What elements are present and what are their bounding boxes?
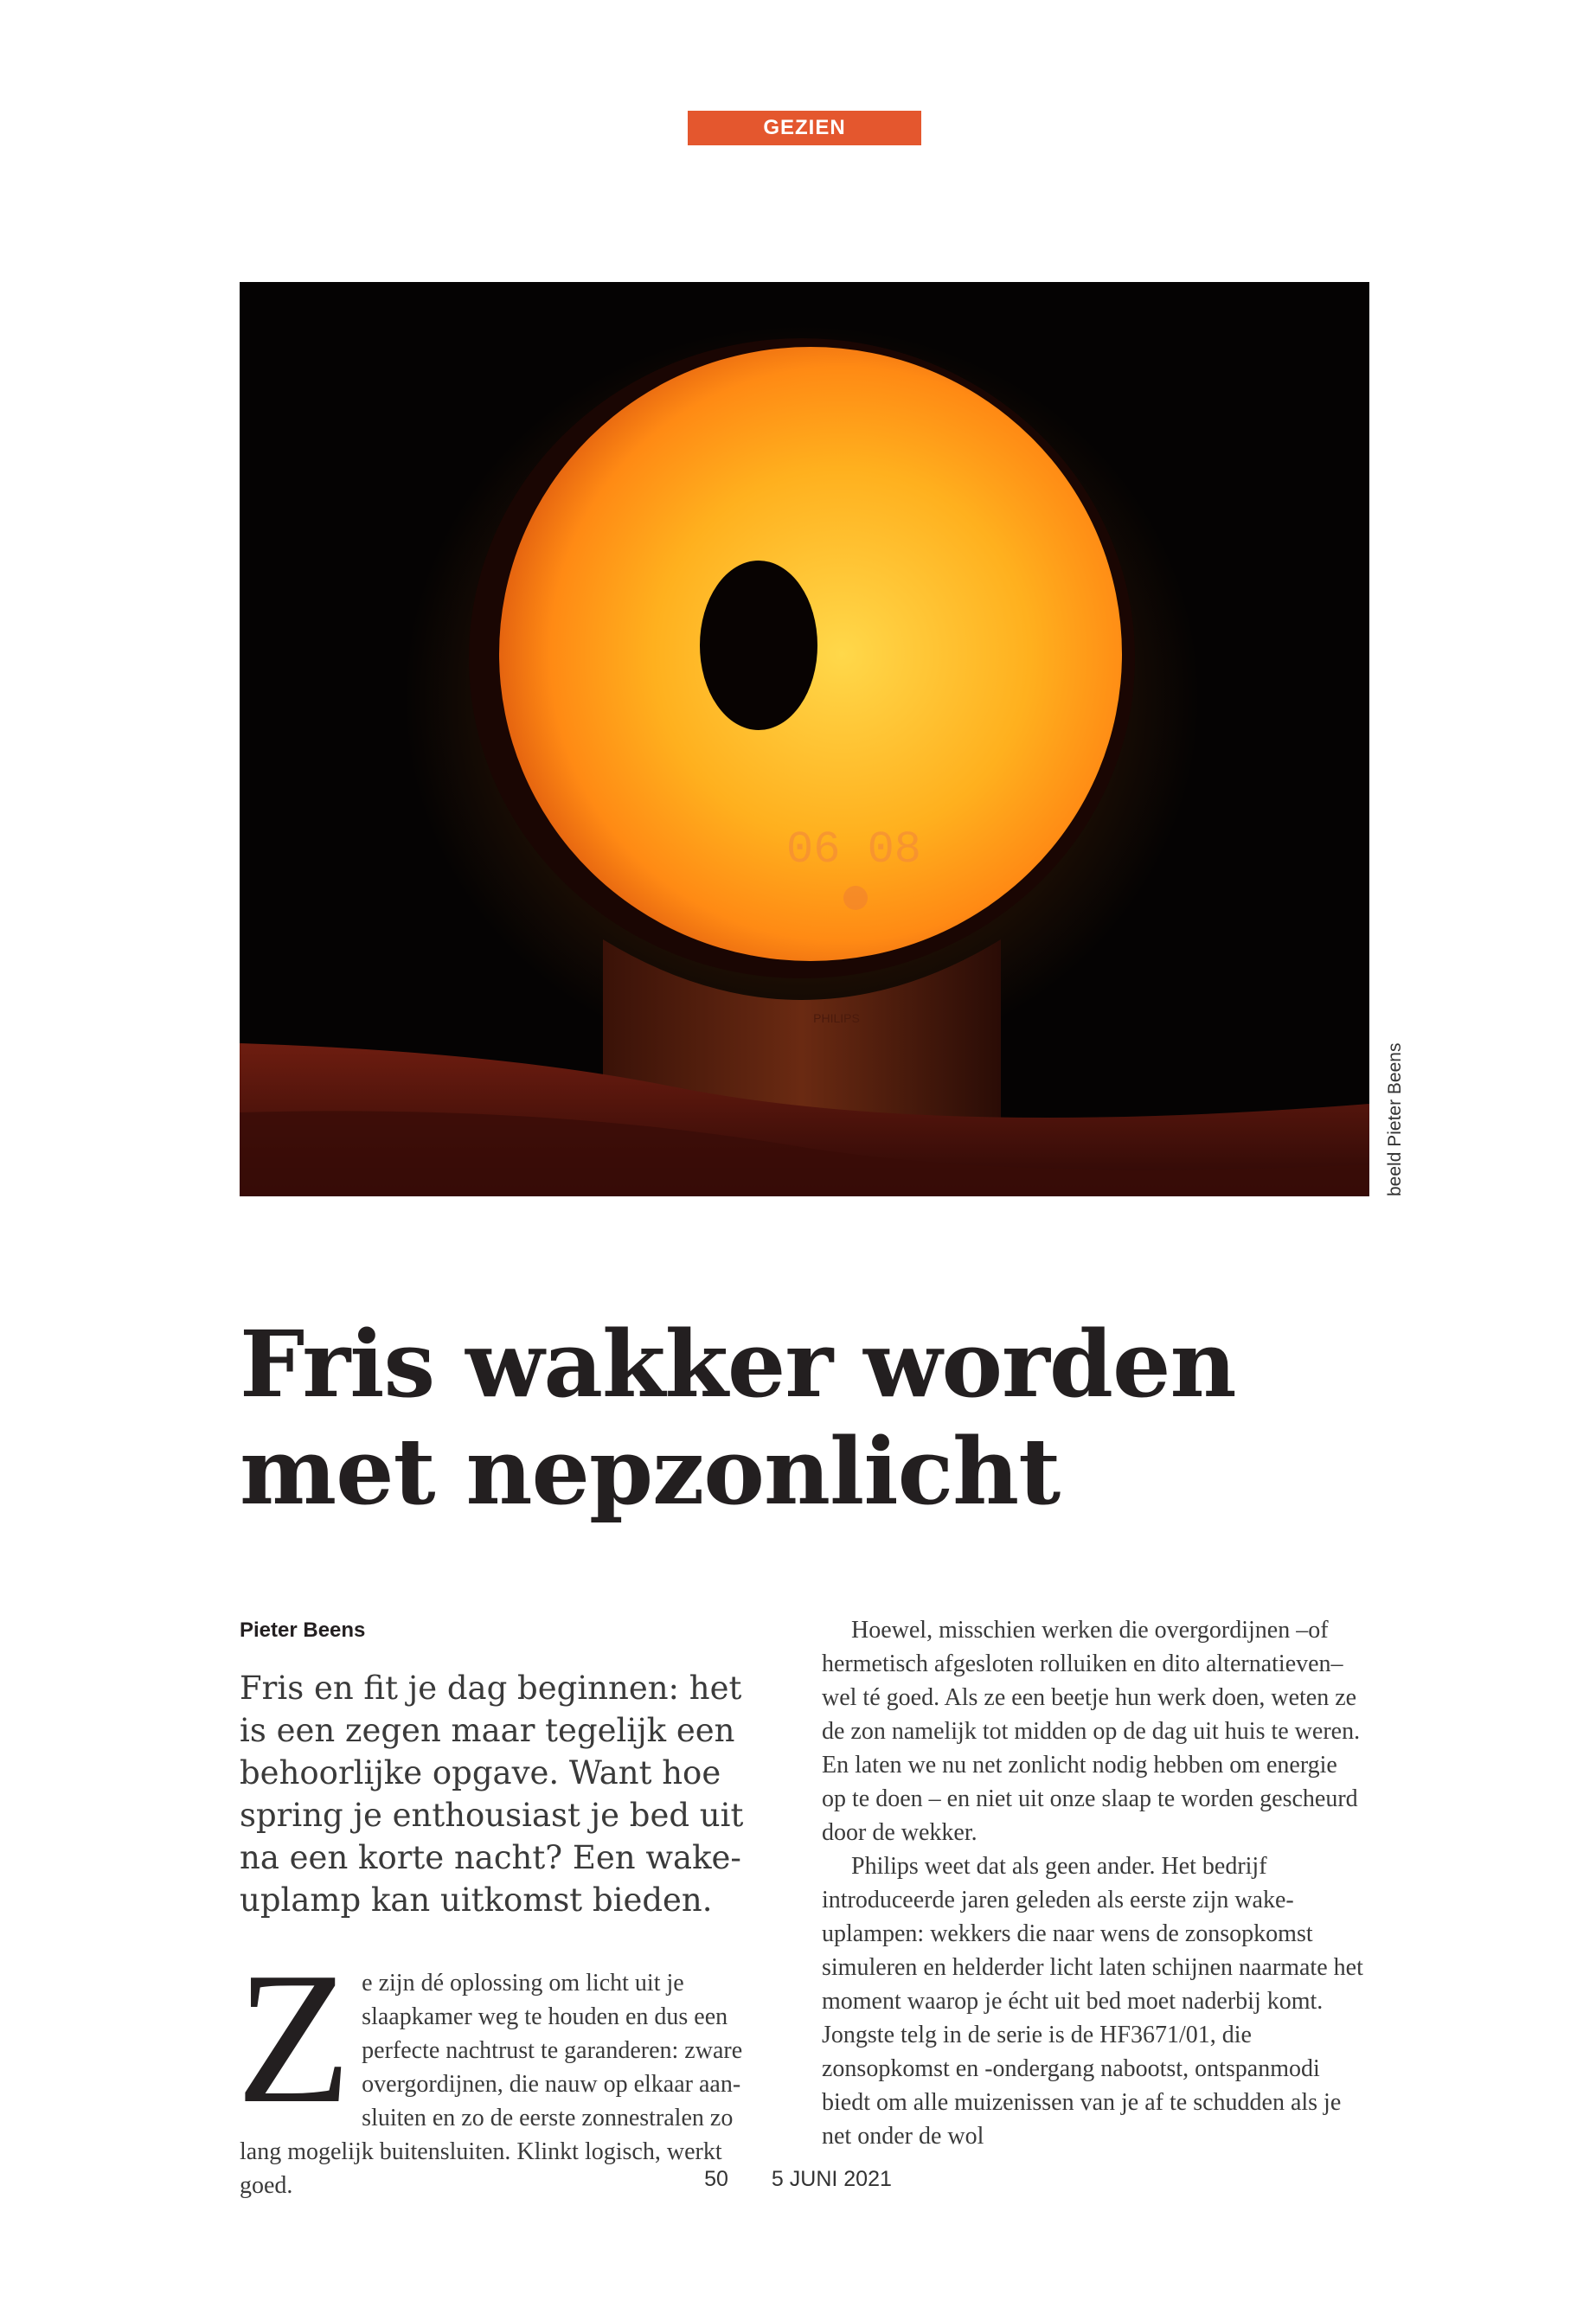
article-intro: Fris en fit je dag beginnen: het is een zegen maar tegelijk een behoorlijke opgave. Want hoe spring je enthousiast je bed uit na een korte nacht? Een wake-uplamp kan uitkomst bieden. <box>240 1670 744 1919</box>
section-label: GEZIEN <box>688 111 921 145</box>
lamp-clock-display: 06 08 <box>785 824 922 875</box>
page-footer <box>0 2167 1596 2192</box>
issue-date: 5 JUNI 2021 <box>771 2167 892 2191</box>
wake-up-lamp-image <box>240 282 1369 1196</box>
lamp-brand-mark: PHILIPS <box>813 1011 860 1025</box>
sun-symbol-icon <box>843 886 868 910</box>
article-photo <box>240 282 1369 1196</box>
headline-line-1: Fris wakker worden <box>240 1310 1236 1418</box>
body-left-text: e zijn dé oplossing om licht uit je slaapkamer weg te houden en dus een perfecte nachtrust te garanderen: zware overgordijnen, die nauw op elkaar aansluiten en zo de eerste zonnestralen zo lang mogelijk buitensluiten. Klinkt logisch, werkt goed. <box>240 1970 743 2199</box>
page-number: 50 <box>704 2167 728 2191</box>
drop-cap: Z <box>236 1934 352 2143</box>
author-byline: Pieter Beens <box>240 1618 366 1642</box>
article-body-paragraph: Hoewel, misschien werken die overgordijnen –of hermetisch afgesloten rolluiken en dito alternatieven– wel té goed. Als ze een beetje hun werk doen, weten ze de zon namelijk tot midden op de dag uit huis te weren. En laten we nu net zonlicht nodig hebben om energie op te doen – en niet uit onze slaap te worden gescheurd door de wekker. <box>822 1617 1361 1846</box>
article-headline <box>240 1311 1451 1525</box>
article-column-right <box>822 1613 1367 2153</box>
headline-line-2: met nepzonlicht <box>240 1417 1061 1525</box>
photo-credit: beeld Pieter Beens <box>1385 1042 1405 1196</box>
article-body-paragraph: Philips weet dat als geen ander. Het bedrijf introduceerde jaren geleden als eerste zijn wake-uplampen: wekkers die naar wens de zonsopkomst simuleren en helderder licht laten schijnen naarmate het moment waarop je écht uit bed moet naderbij komt. Jongste telg in de serie is de HF3671/01, die zonsopkomst en -ondergang nabootst, ontspanmodi biedt om alle muizenissen van je af te schudden als je net onder de wol <box>822 1853 1363 2150</box>
article-column-left <box>236 1613 776 2202</box>
